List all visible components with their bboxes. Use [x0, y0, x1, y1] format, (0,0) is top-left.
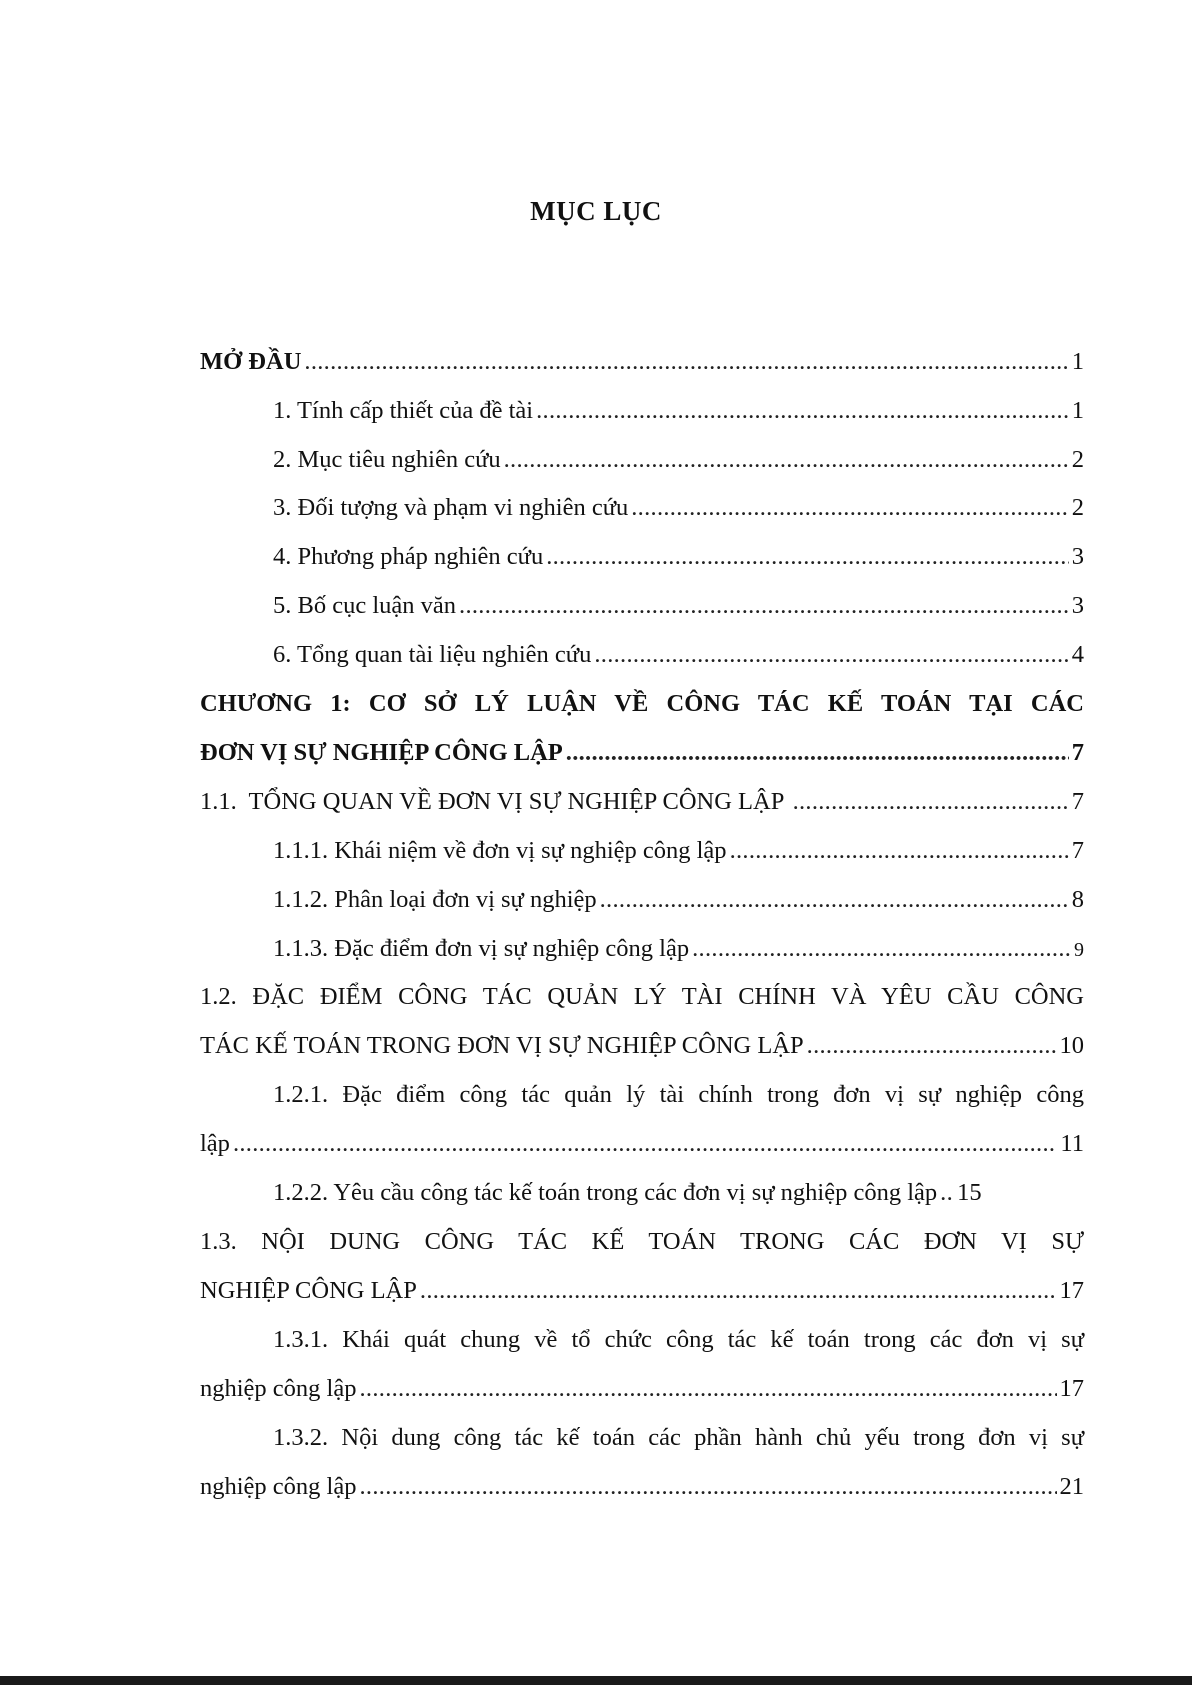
dot-leader — [631, 488, 1069, 528]
toc-page-number: 8 — [1071, 886, 1084, 913]
toc-entry-mo-dau[interactable] — [200, 342, 1084, 382]
toc-section-1-1-2[interactable] — [273, 880, 1084, 920]
toc-page-number: 7 — [1071, 739, 1084, 766]
toc-page-number: 9 — [1074, 939, 1084, 961]
toc-section-1-3-2-line-1[interactable]: 1.3.2. Nội dung công tác kế toán các phần hành chủ yếu trong đơn vị sự — [273, 1424, 1084, 1451]
dot-leader — [692, 929, 1071, 969]
dot-leader — [793, 782, 1069, 822]
toc-page-number: 4 — [1071, 641, 1084, 668]
toc-entry-text: NGHIỆP CÔNG LẬP — [200, 1277, 417, 1304]
toc-entry-text: MỞ ĐẦU — [200, 348, 302, 375]
toc-section-1-1-3[interactable] — [273, 929, 1084, 969]
dot-leader — [807, 1026, 1057, 1066]
toc-entry-3[interactable] — [273, 488, 1084, 528]
toc-page-number: 10 — [1059, 1032, 1084, 1059]
toc-entry-text: 4. Phương pháp nghiên cứu — [273, 543, 544, 570]
toc-entry-text: 6. Tổng quan tài liệu nghiên cứu — [273, 641, 592, 668]
dot-leader — [504, 440, 1069, 480]
toc-section-1-2-1-line-1[interactable]: 1.2.1. Đặc điểm công tác quản lý tài chính trong đơn vị sự nghiệp công — [273, 1081, 1084, 1108]
toc-section-1-3-1-line-2[interactable] — [200, 1369, 1084, 1409]
toc-page-number: 3 — [1071, 592, 1084, 619]
toc-chapter-1-line-2[interactable] — [200, 733, 1084, 773]
toc-section-1-3-line-2[interactable] — [200, 1271, 1084, 1311]
toc-section-1-2-2[interactable] — [273, 1173, 1084, 1213]
toc-entry-5[interactable] — [273, 586, 1084, 626]
dot-leader — [730, 831, 1069, 871]
toc-entry-text: 2. Mục tiêu nghiên cứu — [273, 446, 501, 473]
toc-page-number: 17 — [1059, 1375, 1084, 1402]
toc-entry-text: TÁC KẾ TOÁN TRONG ĐƠN VỊ SỰ NGHIỆP CÔNG LẬP — [200, 1032, 804, 1059]
toc-entry-text: lập — [200, 1130, 230, 1157]
toc-section-1-3-line-1[interactable]: 1.3. NỘI DUNG CÔNG TÁC KẾ TOÁN TRONG CÁC ĐƠN VỊ SỰ — [200, 1228, 1084, 1255]
dot-leader — [600, 880, 1069, 920]
dot-leader — [360, 1467, 1057, 1507]
toc-page-number: 3 — [1071, 543, 1084, 570]
toc-page-number: 2 — [1071, 494, 1084, 521]
toc-section-1-2-line-2[interactable] — [200, 1026, 1084, 1066]
dot-leader — [304, 342, 1068, 382]
toc-page-number: 11 — [1060, 1130, 1084, 1157]
toc-entry-text: 1.1.3. Đặc điểm đơn vị sự nghiệp công lập — [273, 935, 690, 962]
toc-title: MỤC LỤC — [530, 196, 662, 226]
toc-entry-text: nghiệp công lập — [200, 1473, 357, 1500]
toc-entry-text: 1.1.1. Khái niệm về đơn vị sự nghiệp công lập — [273, 837, 727, 864]
bottom-border — [0, 1676, 1192, 1685]
toc-entry-text: 3. Đối tượng và phạm vi nghiên cứu — [273, 494, 629, 521]
toc-page-number: 1 — [1071, 348, 1084, 375]
toc-page-number: 7 — [1071, 788, 1084, 815]
dot-leader — [940, 1173, 954, 1213]
toc-page-number: 17 — [1059, 1277, 1084, 1304]
toc-page-number: 1 — [1071, 397, 1084, 424]
toc-entry-text: 1.1.2. Phân loại đơn vị sự nghiệp — [273, 886, 597, 913]
toc-page-number: 2 — [1071, 446, 1084, 473]
toc-entry-1[interactable] — [273, 391, 1084, 431]
dot-leader — [536, 391, 1069, 431]
toc-section-1-1[interactable] — [200, 782, 1084, 822]
toc-chapter-1-line-1[interactable]: CHƯƠNG 1: CƠ SỞ LÝ LUẬN VỀ CÔNG TÁC KẾ TOÁN TẠI CÁC — [200, 690, 1084, 717]
toc-entry-2[interactable] — [273, 440, 1084, 480]
toc-entry-text: 1.2.2. Yêu cầu công tác kế toán trong các đơn vị sự nghiệp công lập — [273, 1179, 938, 1206]
toc-entry-4[interactable] — [273, 537, 1084, 577]
toc-section-1-3-2-line-2[interactable] — [200, 1467, 1084, 1507]
toc-page-number: 7 — [1071, 837, 1084, 864]
dot-leader — [546, 537, 1069, 577]
toc-entry-text: nghiệp công lập — [200, 1375, 357, 1402]
toc-entry-text: 1. Tính cấp thiết của đề tài — [273, 397, 534, 424]
dot-leader — [594, 635, 1068, 675]
dot-leader — [566, 733, 1069, 773]
toc-section-1-3-1-line-1[interactable]: 1.3.1. Khái quát chung về tổ chức công tác kế toán trong các đơn vị sự — [273, 1326, 1084, 1353]
dot-leader — [420, 1271, 1057, 1311]
toc-page-number: 21 — [1059, 1473, 1084, 1500]
toc-entry-text: ĐƠN VỊ SỰ NGHIỆP CÔNG LẬP — [200, 739, 563, 766]
toc-entry-text: 5. Bố cục luận văn — [273, 592, 457, 619]
dot-leader — [459, 586, 1069, 626]
toc-entry-text: 1.1. TỔNG QUAN VỀ ĐƠN VỊ SỰ NGHIỆP CÔNG LẬP — [200, 788, 790, 815]
toc-section-1-2-1-line-2[interactable] — [200, 1124, 1084, 1164]
toc-section-1-2-line-1[interactable]: 1.2. ĐẶC ĐIỂM CÔNG TÁC QUẢN LÝ TÀI CHÍNH VÀ YÊU CẦU CÔNG — [200, 983, 1084, 1010]
toc-entry-6[interactable] — [273, 635, 1084, 675]
toc-section-1-1-1[interactable] — [273, 831, 1084, 871]
dot-leader — [233, 1124, 1057, 1164]
toc-page-number: 15 — [957, 1179, 982, 1206]
dot-leader — [360, 1369, 1057, 1409]
